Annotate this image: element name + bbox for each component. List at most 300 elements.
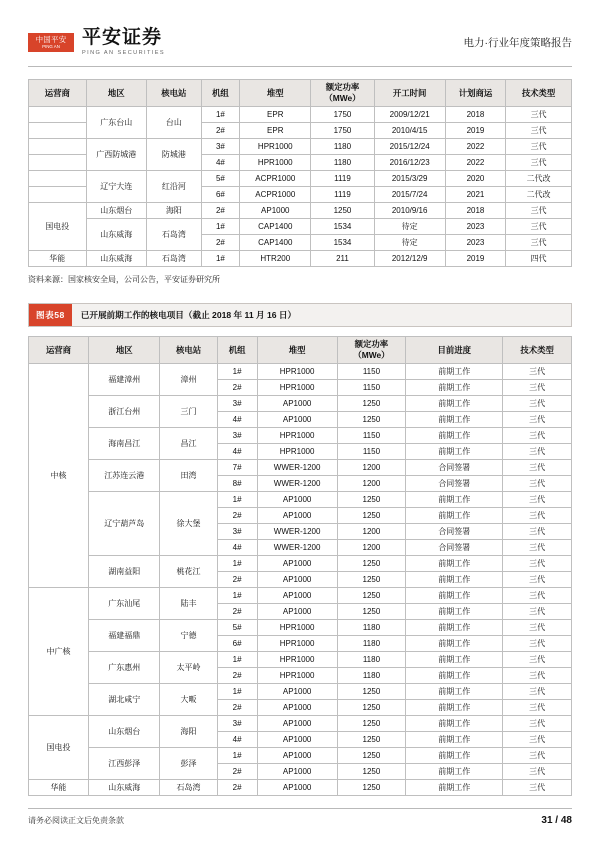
cell-tech: 三代 [503, 572, 572, 588]
cell-tech: 三代 [506, 123, 572, 139]
cell-power: 1200 [337, 476, 406, 492]
cell-power: 1180 [337, 620, 406, 636]
cell-power: 1250 [337, 700, 406, 716]
cell-progress: 合同签署 [406, 476, 503, 492]
cell-unit: 4# [217, 732, 257, 748]
cell-operator: 华能 [29, 251, 87, 267]
col-progress: 目前进度 [406, 337, 503, 364]
cell-reactor: HPR1000 [257, 636, 337, 652]
cell-region: 江苏连云港 [89, 460, 160, 492]
cell-unit: 5# [201, 171, 239, 187]
cell-tech: 三代 [503, 748, 572, 764]
cell-unit: 5# [217, 620, 257, 636]
cell-start: 待定 [374, 219, 445, 235]
cell-tech: 三代 [503, 716, 572, 732]
cell-reactor: HPR1000 [257, 364, 337, 380]
cell-unit: 4# [217, 540, 257, 556]
cell-commercial: 2018 [445, 107, 505, 123]
cell-region: 海南昌江 [89, 428, 160, 460]
cell-progress: 前期工作 [406, 684, 503, 700]
cell-reactor: AP1000 [257, 748, 337, 764]
cell-progress: 前期工作 [406, 780, 503, 796]
cell-unit: 1# [201, 107, 239, 123]
cell-progress: 前期工作 [406, 716, 503, 732]
cell-tech: 三代 [506, 219, 572, 235]
table-row [29, 588, 572, 604]
cell-tech: 三代 [503, 492, 572, 508]
cell-unit: 1# [217, 492, 257, 508]
table-row [29, 684, 572, 700]
header-divider [28, 66, 572, 67]
cell-power: 1250 [337, 492, 406, 508]
cell-power: 1750 [311, 123, 374, 139]
cell-operator [29, 171, 87, 187]
cell-power: 1119 [311, 171, 374, 187]
footer-divider [28, 808, 572, 809]
cell-start: 2015/12/24 [374, 139, 445, 155]
cell-progress: 前期工作 [406, 604, 503, 620]
cell-reactor: WWER-1200 [257, 524, 337, 540]
cell-progress: 合同签署 [406, 540, 503, 556]
cell-commercial: 2023 [445, 219, 505, 235]
table-row [29, 107, 572, 123]
cell-power: 1180 [311, 139, 374, 155]
ping-an-mark-icon [28, 33, 74, 52]
cell-power: 1750 [311, 107, 374, 123]
cell-reactor: HPR1000 [257, 620, 337, 636]
cell-unit: 3# [217, 428, 257, 444]
col-power-line2: （MWe） [353, 350, 390, 360]
cell-progress: 前期工作 [406, 556, 503, 572]
cell-tech: 三代 [503, 604, 572, 620]
cell-unit: 2# [217, 700, 257, 716]
cell-unit: 6# [217, 636, 257, 652]
cell-tech: 四代 [506, 251, 572, 267]
cell-power: 211 [311, 251, 374, 267]
cell-unit: 1# [217, 748, 257, 764]
cell-power: 1200 [337, 524, 406, 540]
cell-tech: 三代 [503, 380, 572, 396]
cell-unit: 3# [217, 396, 257, 412]
cell-plant: 陆丰 [160, 588, 217, 620]
cell-region: 湖北咸宁 [89, 684, 160, 716]
cell-tech: 三代 [503, 636, 572, 652]
cell-unit: 4# [217, 412, 257, 428]
cell-reactor: AP1000 [257, 396, 337, 412]
cell-start: 2012/12/9 [374, 251, 445, 267]
cell-region: 福建福鼎 [89, 620, 160, 652]
cell-progress: 前期工作 [406, 444, 503, 460]
brand-mark-cn: 中国平安 [35, 34, 67, 44]
cell-tech: 三代 [503, 396, 572, 412]
cell-plant: 三门 [160, 396, 217, 428]
cell-tech: 三代 [503, 476, 572, 492]
cell-reactor: AP1000 [240, 203, 311, 219]
page-header [28, 0, 572, 66]
cell-region: 湖南益阳 [89, 556, 160, 588]
col-tech: 技术类型 [506, 80, 572, 107]
table-row [29, 748, 572, 764]
cell-reactor: AP1000 [257, 572, 337, 588]
cell-unit: 1# [217, 652, 257, 668]
table-row [29, 139, 572, 155]
cell-reactor: WWER-1200 [257, 476, 337, 492]
table-row [29, 364, 572, 380]
cell-start: 2009/12/21 [374, 107, 445, 123]
cell-region: 广东台山 [86, 107, 146, 139]
cell-tech: 三代 [503, 764, 572, 780]
cell-plant: 石岛湾 [160, 780, 217, 796]
cell-plant: 石岛湾 [146, 219, 201, 251]
col-commercial: 计划商运 [445, 80, 505, 107]
cell-region: 福建漳州 [89, 364, 160, 396]
cell-power: 1150 [337, 364, 406, 380]
cell-unit: 1# [217, 684, 257, 700]
cell-plant: 太平岭 [160, 652, 217, 684]
cell-plant: 彭泽 [160, 748, 217, 780]
table-row [29, 428, 572, 444]
cell-power: 1250 [337, 732, 406, 748]
cell-reactor: HTR200 [240, 251, 311, 267]
cell-commercial: 2023 [445, 235, 505, 251]
cell-power: 1119 [311, 187, 374, 203]
cell-region: 辽宁葫芦岛 [89, 492, 160, 556]
cell-reactor: ACPR1000 [240, 187, 311, 203]
cell-progress: 前期工作 [406, 620, 503, 636]
cell-tech: 三代 [503, 732, 572, 748]
cell-unit: 2# [217, 380, 257, 396]
cell-start: 2015/3/29 [374, 171, 445, 187]
cell-unit: 1# [217, 556, 257, 572]
cell-start: 2010/4/15 [374, 123, 445, 139]
cell-reactor: AP1000 [257, 764, 337, 780]
cell-unit: 2# [217, 668, 257, 684]
cell-tech: 三代 [503, 588, 572, 604]
cell-power: 1534 [311, 235, 374, 251]
table-row [29, 460, 572, 476]
cell-progress: 前期工作 [406, 748, 503, 764]
cell-power: 1250 [337, 748, 406, 764]
cell-commercial: 2018 [445, 203, 505, 219]
cell-operator [29, 139, 87, 155]
report-title: 电力·行业年度策略报告 [463, 36, 572, 49]
cell-unit: 1# [217, 588, 257, 604]
col-region: 地区 [86, 80, 146, 107]
table-row [29, 219, 572, 235]
cell-tech: 三代 [506, 235, 572, 251]
cell-operator: 国电投 [29, 203, 87, 251]
cell-progress: 前期工作 [406, 636, 503, 652]
cell-progress: 前期工作 [406, 396, 503, 412]
cell-commercial: 2021 [445, 187, 505, 203]
cell-power: 1250 [311, 203, 374, 219]
cell-plant: 昌江 [160, 428, 217, 460]
cell-reactor: AP1000 [257, 684, 337, 700]
table-row [29, 716, 572, 732]
cell-tech: 三代 [503, 556, 572, 572]
cell-power: 1200 [337, 540, 406, 556]
cell-start: 2015/7/24 [374, 187, 445, 203]
table1-source: 资料来源：国家核安全局，公司公告，平安证券研究所 [28, 275, 220, 284]
cell-region: 广东汕尾 [89, 588, 160, 620]
cell-plant: 海阳 [160, 716, 217, 748]
cell-unit: 6# [201, 187, 239, 203]
table-row [29, 652, 572, 668]
cell-operator: 中核 [29, 364, 89, 588]
col-power-line2: （MWe） [324, 93, 361, 103]
cell-region: 山东烟台 [86, 203, 146, 219]
col-power [337, 337, 406, 364]
cell-region: 江西彭泽 [89, 748, 160, 780]
cell-unit: 2# [217, 572, 257, 588]
cell-tech: 三代 [503, 508, 572, 524]
cell-tech: 三代 [503, 652, 572, 668]
cell-power: 1200 [337, 460, 406, 476]
cell-tech: 三代 [506, 203, 572, 219]
cell-progress: 合同签署 [406, 460, 503, 476]
cell-progress: 前期工作 [406, 492, 503, 508]
cell-reactor: WWER-1200 [257, 460, 337, 476]
col-unit: 机组 [201, 80, 239, 107]
col-plant: 核电站 [146, 80, 201, 107]
cell-region: 山东威海 [89, 780, 160, 796]
cell-power: 1534 [311, 219, 374, 235]
cell-tech: 二代改 [506, 171, 572, 187]
cell-unit: 1# [201, 251, 239, 267]
cell-reactor: AP1000 [257, 732, 337, 748]
cell-power: 1250 [337, 588, 406, 604]
cell-power: 1250 [337, 780, 406, 796]
figure-58-caption [28, 303, 572, 327]
cell-plant: 徐大堡 [160, 492, 217, 556]
cell-power: 1150 [337, 380, 406, 396]
cell-start: 2010/9/16 [374, 203, 445, 219]
cell-reactor: CAP1400 [240, 219, 311, 235]
cell-unit: 4# [217, 444, 257, 460]
table-row [29, 251, 572, 267]
cell-unit: 7# [217, 460, 257, 476]
cell-region: 山东威海 [86, 251, 146, 267]
brand-text [82, 28, 165, 56]
table-row [29, 203, 572, 219]
cell-tech: 三代 [506, 155, 572, 171]
col-reactor: 堆型 [240, 80, 311, 107]
cell-reactor: AP1000 [257, 588, 337, 604]
cell-progress: 合同签署 [406, 524, 503, 540]
cell-progress: 前期工作 [406, 412, 503, 428]
cell-reactor: AP1000 [257, 700, 337, 716]
cell-start: 2016/12/23 [374, 155, 445, 171]
cell-reactor: ACPR1000 [240, 171, 311, 187]
cell-power: 1250 [337, 716, 406, 732]
cell-tech: 三代 [503, 668, 572, 684]
cell-progress: 前期工作 [406, 588, 503, 604]
cell-tech: 三代 [503, 684, 572, 700]
cell-unit: 2# [217, 780, 257, 796]
cell-tech: 三代 [503, 780, 572, 796]
cell-unit: 2# [217, 604, 257, 620]
brand-name-en: PING AN SECURITIES [82, 50, 166, 56]
cell-operator: 中广核 [29, 588, 89, 716]
cell-reactor: AP1000 [257, 556, 337, 572]
cell-tech: 三代 [503, 700, 572, 716]
table-header-row [29, 80, 572, 107]
cell-unit: 1# [217, 364, 257, 380]
cell-unit: 3# [201, 139, 239, 155]
cell-commercial: 2019 [445, 251, 505, 267]
cell-reactor: AP1000 [257, 716, 337, 732]
cell-tech: 三代 [503, 444, 572, 460]
cell-power: 1250 [337, 572, 406, 588]
col-power-line1: 额定功率 [325, 82, 360, 92]
cell-progress: 前期工作 [406, 364, 503, 380]
cell-progress: 前期工作 [406, 764, 503, 780]
brand-mark-en: PING AN [42, 43, 60, 49]
cell-plant: 海阳 [146, 203, 201, 219]
col-start-time: 开工时间 [374, 80, 445, 107]
cell-tech: 三代 [506, 107, 572, 123]
cell-plant: 桃花江 [160, 556, 217, 588]
figure-58-title: 已开展前期工作的核电项目（截止 2018 年 11 月 16 日） [80, 310, 297, 320]
col-operator: 运营商 [29, 80, 87, 107]
brand-name-cn: 平安证券 [82, 27, 163, 48]
cell-region: 山东威海 [86, 219, 146, 251]
table-nuclear-under-construction [28, 79, 572, 267]
cell-plant: 宁德 [160, 620, 217, 652]
cell-operator [29, 107, 87, 123]
cell-start: 待定 [374, 235, 445, 251]
cell-unit: 3# [217, 524, 257, 540]
col-reactor: 堆型 [257, 337, 337, 364]
cell-commercial: 2020 [445, 171, 505, 187]
cell-power: 1250 [337, 684, 406, 700]
brand-logo [28, 28, 165, 56]
table-nuclear-preliminary-work [28, 336, 572, 796]
cell-reactor: AP1000 [257, 780, 337, 796]
cell-progress: 前期工作 [406, 668, 503, 684]
table-row [29, 780, 572, 796]
cell-unit: 2# [217, 508, 257, 524]
cell-progress: 前期工作 [406, 700, 503, 716]
table-row [29, 556, 572, 572]
cell-reactor: EPR [240, 107, 311, 123]
cell-commercial: 2019 [445, 123, 505, 139]
cell-operator [29, 187, 87, 203]
cell-reactor: HPR1000 [257, 380, 337, 396]
cell-power: 1250 [337, 396, 406, 412]
cell-power: 1150 [337, 444, 406, 460]
cell-reactor: CAP1400 [240, 235, 311, 251]
page-footer [28, 808, 572, 826]
cell-power: 1180 [337, 652, 406, 668]
cell-tech: 三代 [506, 139, 572, 155]
cell-plant: 台山 [146, 107, 201, 139]
table-row [29, 620, 572, 636]
cell-power: 1180 [337, 636, 406, 652]
cell-region: 广东惠州 [89, 652, 160, 684]
cell-power: 1250 [337, 412, 406, 428]
cell-region: 辽宁大连 [86, 171, 146, 203]
cell-plant: 防城港 [146, 139, 201, 171]
cell-reactor: AP1000 [257, 492, 337, 508]
cell-operator [29, 123, 87, 139]
cell-region: 广西防城港 [86, 139, 146, 171]
cell-region: 山东烟台 [89, 716, 160, 748]
col-operator: 运营商 [29, 337, 89, 364]
cell-power: 1250 [337, 604, 406, 620]
table-row [29, 396, 572, 412]
cell-power: 1180 [311, 155, 374, 171]
cell-reactor: HPR1000 [240, 155, 311, 171]
cell-power: 1250 [337, 508, 406, 524]
cell-tech: 三代 [503, 620, 572, 636]
cell-unit: 3# [217, 716, 257, 732]
cell-power: 1180 [337, 668, 406, 684]
cell-tech: 三代 [503, 412, 572, 428]
cell-reactor: HPR1000 [257, 428, 337, 444]
cell-unit: 4# [201, 155, 239, 171]
cell-reactor: HPR1000 [240, 139, 311, 155]
cell-progress: 前期工作 [406, 428, 503, 444]
cell-unit: 1# [201, 219, 239, 235]
cell-reactor: EPR [240, 123, 311, 139]
cell-tech: 三代 [503, 524, 572, 540]
cell-tech: 三代 [503, 428, 572, 444]
col-plant: 核电站 [160, 337, 217, 364]
cell-commercial: 2022 [445, 155, 505, 171]
cell-commercial: 2022 [445, 139, 505, 155]
cell-operator: 华能 [29, 780, 89, 796]
cell-region: 浙江台州 [89, 396, 160, 428]
cell-unit: 2# [201, 203, 239, 219]
cell-plant: 田湾 [160, 460, 217, 492]
col-tech: 技术类型 [503, 337, 572, 364]
table-row [29, 492, 572, 508]
cell-progress: 前期工作 [406, 508, 503, 524]
col-power-line1: 额定功率 [354, 339, 389, 349]
cell-operator: 国电投 [29, 716, 89, 780]
cell-reactor: AP1000 [257, 508, 337, 524]
cell-progress: 前期工作 [406, 380, 503, 396]
cell-reactor: HPR1000 [257, 668, 337, 684]
cell-tech: 三代 [503, 460, 572, 476]
cell-tech: 二代改 [506, 187, 572, 203]
cell-unit: 2# [201, 235, 239, 251]
cell-unit: 2# [217, 764, 257, 780]
cell-plant: 大畈 [160, 684, 217, 716]
cell-power: 1250 [337, 764, 406, 780]
cell-unit: 2# [201, 123, 239, 139]
cell-unit: 8# [217, 476, 257, 492]
col-region: 地区 [89, 337, 160, 364]
cell-power: 1150 [337, 428, 406, 444]
cell-operator [29, 155, 87, 171]
cell-plant: 石岛湾 [146, 251, 201, 267]
cell-reactor: AP1000 [257, 604, 337, 620]
cell-reactor: HPR1000 [257, 652, 337, 668]
cell-reactor: AP1000 [257, 412, 337, 428]
cell-tech: 三代 [503, 364, 572, 380]
cell-tech: 三代 [503, 540, 572, 556]
page-number: 31 / 48 [541, 815, 572, 826]
cell-progress: 前期工作 [406, 652, 503, 668]
cell-progress: 前期工作 [406, 732, 503, 748]
cell-plant: 红沿河 [146, 171, 201, 203]
table-header-row [29, 337, 572, 364]
col-power [311, 80, 374, 107]
cell-plant: 漳州 [160, 364, 217, 396]
footer-disclaimer: 请务必阅读正文后免责条款 [28, 816, 124, 825]
